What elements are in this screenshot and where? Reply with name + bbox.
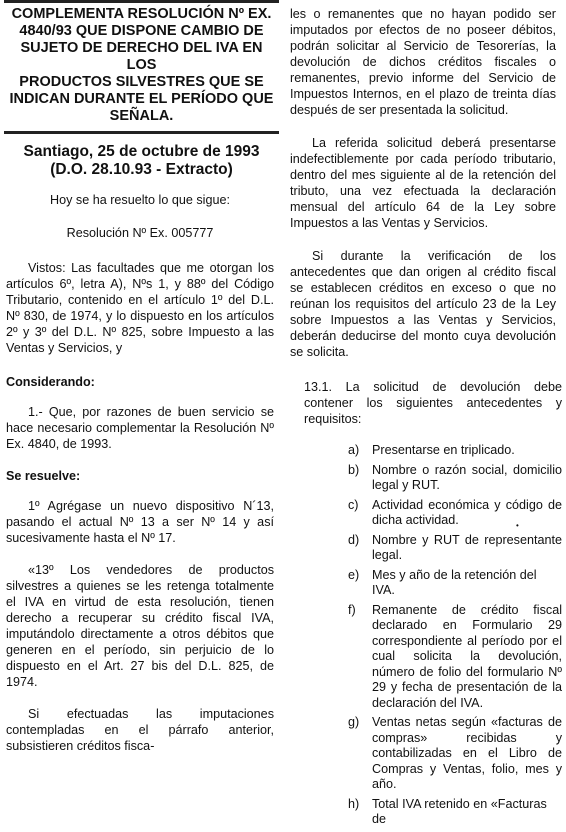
- right-column: [290, 0, 562, 832]
- paragraph-si-efectuadas: Si efectuadas las imputaciones contempladas en el párrafo anterior, subsistieren créditos fisca-: [6, 707, 274, 753]
- decree-line: (D.O. 28.10.93 - Extracto): [50, 161, 233, 178]
- item-letter: c): [348, 497, 359, 512]
- title-line: 4840/93 QUE DISPONE CAMBIO DE: [19, 23, 264, 39]
- list-item: [348, 568, 562, 599]
- list-item: [348, 533, 562, 564]
- item-text: Mes y año de la retención del IVA.: [372, 567, 537, 597]
- right-paragraph-2: La referida solicitud deberá presentarse indefectiblemente por cada período tributario, dentro del mes siguiente al de la retención del tributo, una vez efectuada la declaración mensual del artículo 64 de la Ley sobre Impuestos a las Ventas y Servicios.: [290, 136, 556, 230]
- list-item: [348, 443, 562, 459]
- paragraph-13: «13º Los vendedores de productos silvestres a quienes se les retenga totalmente el IVA en virtud de esta resolución, tienen derecho a recuperar su crédito fiscal IVA, imputándolo directamente a otros débitos que generen en el período, sin perjuicio de lo dispuesto en el Art. 27 bis del D.L. 825, de 1974.: [6, 563, 274, 689]
- title-line: PRODUCTOS SILVESTRES QUE SE: [19, 74, 264, 90]
- right-paragraph-1: les o remanentes que no hayan podido ser imputados por efectos de no poseer débitos, podrán solicitar al Servicio de Tesorerías, la devolución de dichos créditos fiscales o remanentes, previo informe del Servicio de Impuestos Internos, en el plazo de treinta días después de ser presentada la solicitud.: [290, 7, 556, 117]
- right-paragraph-3: Si durante la verificación de los antecedentes que dan origen al crédito fiscal se establecen créditos en exceso o que no reúnan los requisitos del artículo 23 de la Ley sobre Impuestos a las Ventas y Servicios, deberán deducirse del monto cuya devolución se solicita.: [290, 249, 556, 359]
- item-text: Nombre o razón social, domicilio legal y RUT.: [372, 462, 562, 492]
- left-column: [0, 0, 283, 754]
- item-text: Ventas netas según «facturas de compras» recibidas y contabilizadas en el Libro de Compras y Ventas, folio, mes y año.: [372, 715, 562, 791]
- item-letter: f): [348, 602, 356, 617]
- title-line: SEÑALA.: [109, 108, 174, 124]
- list-item: [348, 603, 562, 712]
- title-line: COMPLEMENTA RESOLUCIÓN Nº EX.: [11, 6, 272, 22]
- resuelto-line: Hoy se ha resuelto lo que sigue:: [50, 193, 230, 207]
- item-text: Remanente de crédito fiscal declarado en Formulario 29 correspondiente al período por el cual solicita la devolución, número de folio del formulario Nº 29 y fecha de presentación de la declaración del IVA.: [372, 602, 562, 710]
- list-item: [348, 715, 562, 793]
- item-letter: b): [348, 462, 360, 477]
- item-letter: g): [348, 715, 360, 729]
- scan-speck: •: [516, 521, 519, 530]
- resolution-number: Resolución Nº Ex. 005777: [66, 226, 214, 240]
- title-line: SUJETO DE DERECHO DEL IVA EN LOS: [20, 40, 263, 73]
- vistos-paragraph: Vistos: Las facultades que me otorgan los artículos 6º, letra A), Nºs 1, y 88º del Código Tributario, contenido en el artículo 1º del D.L. Nº 830, de 1974, y lo dispuesto en los artículos 2º y 3º del D.L. Nº 825, sobre Impuesto a las Ventas y Servicios, y: [6, 261, 274, 355]
- item-letter: d): [348, 532, 360, 547]
- se-resuelve-heading: Se resuelve:: [6, 469, 81, 483]
- list-item: [348, 797, 562, 828]
- document-title: [4, 0, 279, 134]
- item-text: Total IVA retenido en «Facturas de: [372, 796, 547, 826]
- resuelve-paragraph: 1º Agrégase un nuevo dispositivo N´13, pasando el actual Nº 13 a ser Nº 14 y así sucesivamente hasta el Nº 17.: [6, 499, 274, 545]
- date-block: [0, 143, 283, 179]
- item-text: Nombre y RUT de representante legal.: [372, 532, 562, 562]
- list-item: [348, 463, 562, 494]
- item-letter: a): [348, 443, 360, 457]
- title-line: INDICAN DURANTE EL PERÍODO QUE: [9, 91, 274, 107]
- item-letter: h): [348, 796, 360, 811]
- considerando-paragraph: 1.- Que, por razones de buen servicio se hace necesario complementar la Resolución Nº Ex. 4840, de 1993.: [6, 405, 274, 451]
- date-line: Santiago, 25 de octubre de 1993: [23, 143, 260, 160]
- section-13-1: 13.1. La solicitud de devolución debe contener los siguientes antecedentes y requisitos:: [304, 380, 562, 426]
- considerando-heading: Considerando:: [6, 375, 95, 389]
- requirements-list: [348, 443, 562, 828]
- item-text: Actividad económica y código de dicha actividad.: [372, 497, 562, 527]
- item-letter: e): [348, 567, 360, 582]
- list-item: [348, 498, 562, 529]
- item-text: Presentarse en triplicado.: [372, 443, 515, 457]
